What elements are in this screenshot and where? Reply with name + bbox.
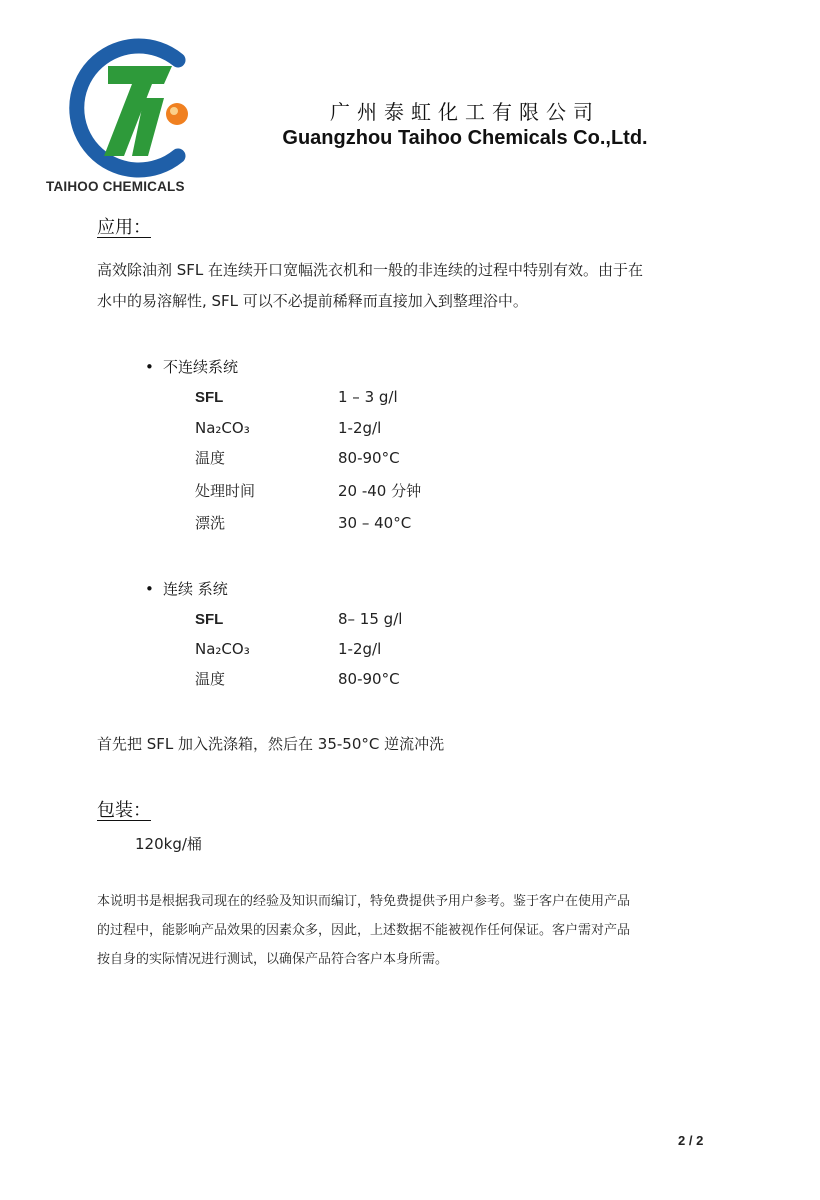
row-label: 温度: [195, 449, 226, 467]
row-label: 漂洗: [195, 514, 226, 532]
continuous-title-text: 连续 系统: [163, 580, 228, 598]
continuous-row: [195, 668, 400, 690]
row-value: 1-2g/l: [338, 419, 382, 437]
application-heading: 应用：: [97, 217, 151, 238]
taihoo-logo-icon: [60, 38, 200, 178]
disclaimer-line-3: 按自身的实际情况进行测试，以确保产品符合客户本身所需。: [97, 952, 449, 967]
bullet-icon: •: [145, 358, 154, 376]
continuous-system-title: [145, 578, 228, 599]
row-label: Na₂CO₃: [195, 419, 250, 437]
row-label: SFL: [195, 611, 224, 628]
row-value: 1-2g/l: [338, 640, 382, 658]
company-name-en: Guangzhou Taihoo Chemicals Co.,Ltd.: [282, 127, 648, 149]
disclaimer-line-1: 本说明书是根据我司现在的经验及知识而编订，特免费提供予用户参考。鉴于客户在使用产品: [97, 894, 631, 909]
disclaimer: [97, 887, 737, 974]
discontinuous-row: [195, 480, 421, 502]
page-number: 2 / 2: [678, 1133, 704, 1148]
application-line-2: 水中的易溶解性, SFL 可以不必提前稀释而直接加入到整理浴中。: [97, 292, 528, 310]
application-line-1: 高效除油剂 SFL 在连续开口宽幅洗衣机和一般的非连续的过程中特别有效。由于在: [97, 261, 644, 279]
bullet-icon: •: [145, 580, 154, 598]
company-logo: [40, 38, 210, 198]
discontinuous-title-text: 不连续系统: [163, 358, 239, 376]
discontinuous-row: [195, 386, 398, 408]
disclaimer-line-2: 的过程中，能影响产品效果的因素众多，因此，上述数据不能被视作任何保证。客户需对产品: [97, 923, 631, 938]
continuous-note: 首先把 SFL 加入洗涤箱，然后在 35-50°C 逆流冲洗: [97, 735, 445, 753]
application-text: [97, 255, 737, 317]
row-label: SFL: [195, 389, 224, 406]
packaging-heading: 包装：: [97, 800, 151, 821]
logo-text: TAIHOO CHEMICALS: [46, 179, 185, 194]
packaging-value: 120kg/桶: [135, 835, 202, 853]
continuous-row: [195, 608, 402, 630]
row-value: 30 – 40°C: [338, 514, 412, 532]
row-value: 80-90°C: [338, 449, 400, 467]
row-value: 8– 15 g/l: [338, 610, 403, 628]
discontinuous-row: [195, 447, 400, 469]
discontinuous-row: [195, 512, 411, 534]
company-name-cn: 广州泰虹化工有限公司: [330, 100, 600, 124]
row-label: 温度: [195, 670, 226, 688]
discontinuous-row: [195, 417, 381, 439]
row-label: Na₂CO₃: [195, 640, 250, 658]
row-value: 20 -40 分钟: [338, 482, 422, 500]
discontinuous-system-title: [145, 356, 238, 377]
row-value: 1 – 3 g/l: [338, 388, 398, 406]
continuous-row: [195, 638, 381, 660]
row-label: 处理时间: [195, 482, 256, 500]
row-value: 80-90°C: [338, 670, 400, 688]
